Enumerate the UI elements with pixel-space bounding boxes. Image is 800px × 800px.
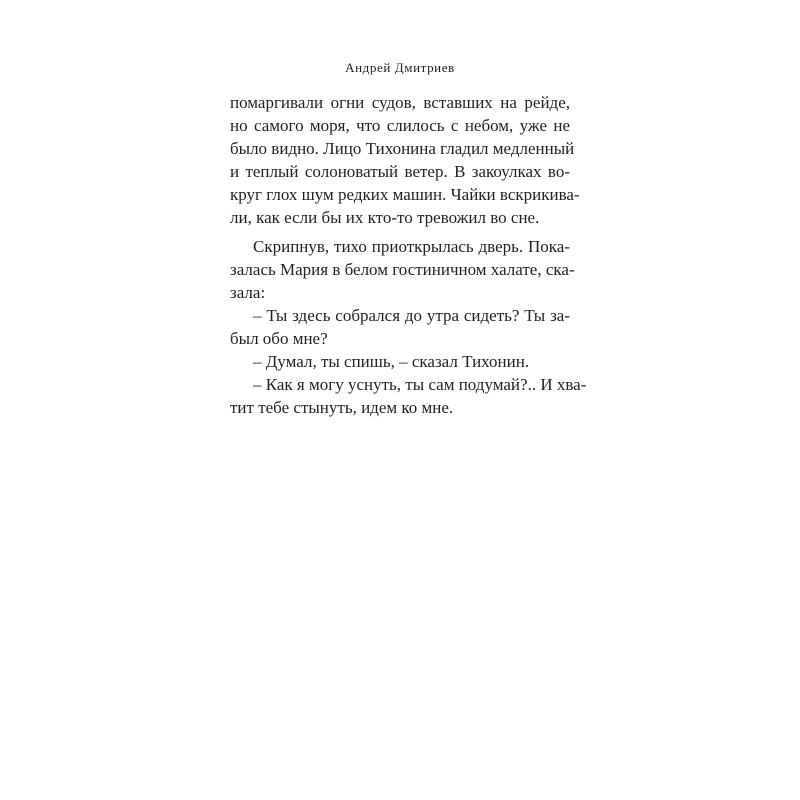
text-line: и теплый солоноватый ветер. В закоулках во- [230, 162, 570, 181]
text-line: – Ты здесь собрался до утра сидеть? Ты за- [253, 306, 570, 325]
text-line: помаргивали огни судов, вставших на рейде, [230, 93, 570, 112]
text-line: но самого моря, что слилось с небом, уже не [230, 116, 570, 135]
text-line: зала: [230, 283, 266, 302]
text-line: залась Мария в белом гостиничном халате, ска- [230, 260, 575, 279]
text-line: круг глох шум редких машин. Чайки вскрикива- [230, 185, 580, 204]
text-line: – Как я могу уснуть, ты сам подумай?.. И хва- [253, 375, 587, 394]
text-line: ли, как если бы их кто-то тревожил во сне. [230, 208, 540, 227]
text-line: был обо мне? [230, 329, 328, 348]
running-head-author: Андрей Дмитриев [345, 60, 455, 75]
text-line: – Думал, ты спишь, – сказал Тихонин. [253, 352, 530, 371]
text-line: было видно. Лицо Тихонина гладил медленный [230, 139, 575, 158]
text-line: Скрипнув, тихо приоткрылась дверь. Пока- [253, 237, 570, 256]
body-text [230, 91, 587, 419]
text-line: тит тебе стынуть, идем ко мне. [230, 398, 454, 417]
